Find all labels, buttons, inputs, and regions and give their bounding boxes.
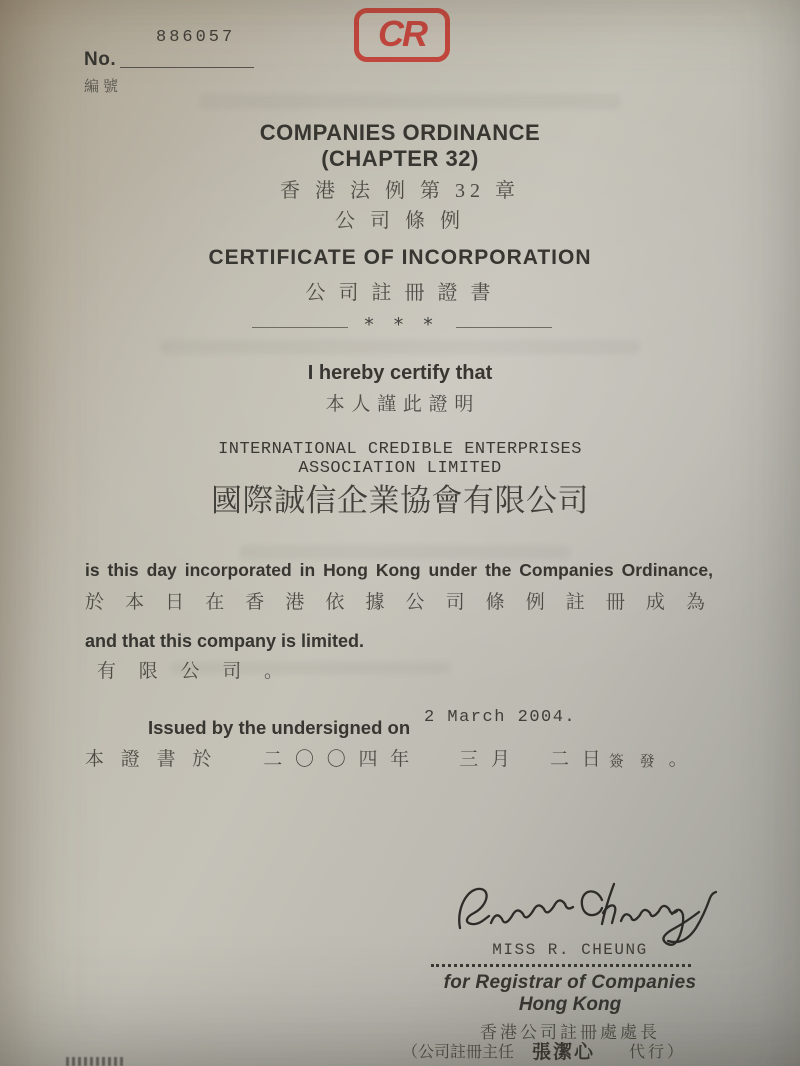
deputy-suffix: 代行） — [629, 1044, 687, 1061]
companies-registry-logo — [354, 8, 450, 62]
company-name-chinese: 國際誠信企業協會有限公司 — [211, 483, 589, 518]
title-companies-ordinance: COMPANIES ORDINANCE — [259, 120, 541, 145]
no-label-chinese: 編號 — [84, 79, 123, 95]
registrar-location: Hong Kong — [518, 994, 622, 1015]
divider-stars: * * * — [364, 314, 440, 336]
issue-date-cn-month: 三 月 — [459, 749, 515, 770]
divider-line-left — [252, 327, 348, 328]
incorporation-statement: is this day incorporated in Hong Kong under the Companies Ordinance, — [85, 560, 713, 580]
serial-number: 886057 — [156, 28, 236, 47]
issued-by-statement: Issued by the undersigned on — [148, 717, 411, 738]
issue-date-cn-prefix: 本 證 書 於 — [85, 749, 218, 770]
no-label: No. — [84, 49, 117, 70]
certify-statement-chinese: 本 人 謹 此 證 明 — [325, 394, 475, 415]
star-divider — [252, 314, 552, 337]
issue-date: 2 March 2004. — [424, 708, 577, 727]
divider-line-right — [456, 327, 552, 328]
deputy-signing-line — [402, 1039, 718, 1064]
certificate-title: CERTIFICATE OF INCORPORATION — [208, 246, 592, 269]
title-ordinance-chinese-2: 公 司 條 例 — [335, 210, 465, 232]
cr-logo-text: CR — [378, 13, 426, 54]
showthrough-ghost — [160, 340, 640, 354]
title-ordinance-chinese: 香 港 法 例 第 32 章 — [280, 180, 520, 202]
issue-date-cn-day: 二 日 — [550, 749, 605, 770]
certificate-title-chinese: 公 司 註 冊 證 書 — [305, 282, 495, 304]
incorporation-statement-chinese: 於 本 日 在 香 港 依 據 公 司 條 例 註 冊 成 為 — [85, 592, 705, 613]
issue-date-cn-period: 。 — [668, 749, 688, 770]
signature-dotted-line — [431, 952, 691, 967]
showthrough-ghost — [200, 94, 620, 109]
company-name-line1: INTERNATIONAL CREDIBLE ENTERPRISES — [218, 440, 582, 459]
footer-form-code-smudge — [66, 1057, 124, 1066]
certificate-number-block — [84, 28, 254, 96]
company-name-line2: ASSOCIATION LIMITED — [298, 459, 502, 478]
certify-statement: I hereby certify that — [307, 362, 493, 384]
showthrough-ghost — [240, 545, 570, 559]
title-chapter-32: (CHAPTER 32) — [321, 146, 479, 171]
signer-name: MISS R. CHEUNG — [492, 941, 648, 959]
number-underline — [120, 66, 254, 68]
issue-date-cn-year: 二 〇 〇 四 年 — [263, 749, 414, 770]
registrar-title: for Registrar of Companies — [443, 972, 697, 993]
deputy-prefix: （公司註冊主任 — [402, 1044, 515, 1061]
issue-date-cn-suffix: 簽 發 — [608, 754, 661, 770]
limited-statement: and that this company is limited. — [85, 631, 365, 651]
registrar-title-chinese: 香港公司註冊處處長 — [480, 1023, 660, 1042]
deputy-name: 張潔心 — [532, 1042, 596, 1063]
limited-statement-chinese: 有 限 公 司 。 — [97, 661, 293, 682]
issue-date-chinese — [85, 744, 688, 771]
